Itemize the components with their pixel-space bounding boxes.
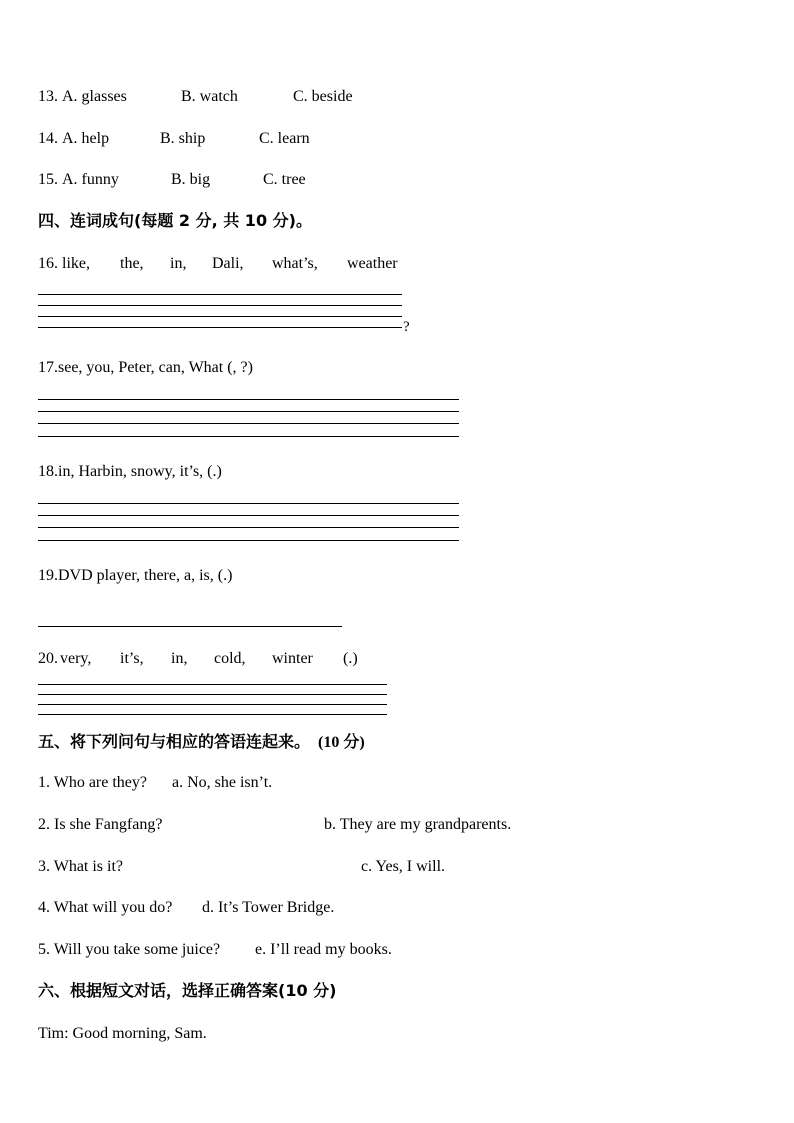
- q13-number: 13.: [38, 88, 58, 105]
- q16-number: 16.: [38, 255, 58, 272]
- answer-line: [38, 527, 459, 528]
- answer-line: [38, 515, 459, 516]
- q13-option-a: A. glasses: [62, 88, 127, 105]
- q14-option-b: B. ship: [160, 130, 206, 147]
- q16-word: in,: [170, 255, 187, 272]
- section5-heading: [38, 732, 365, 753]
- match-question: 1. Who are they?: [38, 774, 147, 791]
- answer-line: [38, 411, 459, 412]
- answer-line: [38, 316, 402, 317]
- match-answer: a. No, she isn’t.: [172, 774, 273, 791]
- q15-number: 15.: [38, 171, 58, 188]
- q20-word: (.): [343, 650, 358, 667]
- q16-word: Dali,: [212, 255, 244, 272]
- answer-line: [38, 626, 342, 627]
- match-question: 3. What is it?: [38, 858, 124, 875]
- q20-word: in,: [171, 650, 188, 667]
- q20-number: 20.: [38, 650, 58, 667]
- q16-word: weather: [347, 255, 398, 272]
- q14-option-c: C. learn: [259, 130, 310, 147]
- q15-option-b: B. big: [171, 171, 211, 188]
- answer-line: [38, 305, 402, 306]
- match-question: 2. Is she Fangfang?: [38, 816, 163, 833]
- q18-prompt: 18.in, Harbin, snowy, it’s, (.): [38, 463, 222, 480]
- match-answer: b. They are my grandparents.: [324, 816, 512, 833]
- answer-line: [38, 327, 402, 328]
- match-question: 4. What will you do?: [38, 899, 173, 916]
- answer-line: [38, 503, 459, 504]
- q13-option-c: C. beside: [293, 88, 353, 105]
- q17-prompt: 17.see, you, Peter, can, What (, ?): [38, 359, 253, 376]
- match-question: 5. Will you take some juice?: [38, 941, 221, 958]
- answer-line: [38, 684, 387, 685]
- q16-word: the,: [120, 255, 144, 272]
- q20-word: very,: [60, 650, 92, 667]
- q16-word: what’s,: [272, 255, 318, 272]
- q14-option-a: A. help: [62, 130, 110, 147]
- answer-line: [38, 294, 402, 295]
- section5-title: 五、将下列问句与相应的答语连起来。: [38, 732, 311, 751]
- q14-number: 14.: [38, 130, 58, 147]
- section6-heading: 六、根据短文对话，选择正确答案(10 分): [38, 981, 337, 1000]
- answer-line: [38, 704, 387, 705]
- q13-option-b: B. watch: [181, 88, 238, 105]
- match-answer: c. Yes, I will.: [361, 858, 446, 875]
- answer-line: [38, 423, 459, 424]
- q15-option-a: A. funny: [62, 171, 119, 188]
- answer-line: [38, 436, 459, 437]
- q16-word: like,: [62, 255, 90, 272]
- q19-prompt: 19.DVD player, there, a, is, (.): [38, 567, 233, 584]
- section4-heading: 四、连词成句(每题 2 分, 共 10 分)。: [38, 211, 312, 230]
- dialog-line: Tim: Good morning, Sam.: [38, 1025, 207, 1042]
- q20-word: cold,: [214, 650, 246, 667]
- answer-line: [38, 399, 459, 400]
- section5-score: (10 分): [318, 734, 365, 751]
- q16-end-punctuation: ?: [403, 319, 410, 335]
- q20-word: winter: [272, 650, 313, 667]
- q20-word: it’s,: [120, 650, 144, 667]
- answer-line: [38, 694, 387, 695]
- q15-option-c: C. tree: [263, 171, 306, 188]
- answer-line: [38, 714, 387, 715]
- answer-line: [38, 540, 459, 541]
- match-answer: d. It’s Tower Bridge.: [202, 899, 335, 916]
- match-answer: e. I’ll read my books.: [255, 941, 392, 958]
